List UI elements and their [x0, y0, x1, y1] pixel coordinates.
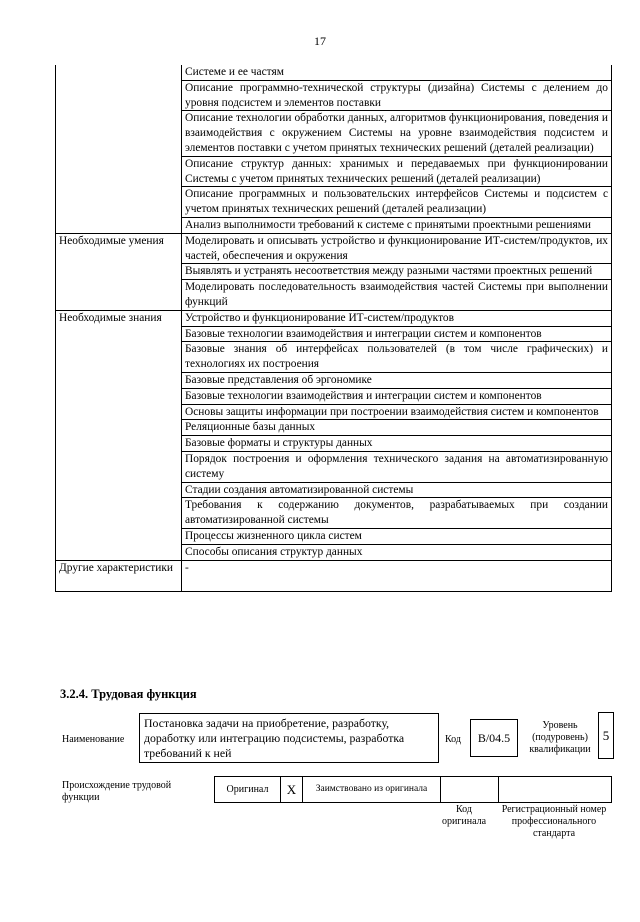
row-label-skills: Необходимые умения: [56, 233, 182, 310]
original-mark: X: [281, 777, 303, 803]
table-cell: Описание программных и пользовательских интерфейсов Системы и подсистем с учетом принятых технических решений (деталей реализации): [182, 187, 612, 218]
table-row: [56, 233, 612, 264]
function-name: Постановка задачи на приобретение, разработку, доработку или интеграцию подсистемы, разработка требований к ней: [144, 716, 405, 760]
table-cell: Основы защиты информации при построении взаимодействия систем и компонентов: [182, 404, 612, 420]
code-box: [470, 719, 518, 757]
page-number: 17: [314, 34, 326, 48]
table-cell: Реляционные базы данных: [182, 420, 612, 436]
table-cell: Системе и ее частям: [182, 65, 612, 80]
table-cell: Порядок построения и оформления технического задания на автоматизированную систему: [182, 451, 612, 482]
table-cell: Анализ выполнимости требований к системе с принятыми проектными решениями: [182, 217, 612, 233]
table-cell: Стадии создания автоматизированной системы: [182, 482, 612, 498]
table-cell: Базовые представления об эргономике: [182, 372, 612, 388]
row-label-knowledge: Необходимые знания: [56, 310, 182, 560]
function-name-box: [139, 713, 439, 763]
code-value: B/04.5: [477, 730, 511, 745]
origin-grid: [214, 776, 612, 803]
requirements-table: [55, 65, 612, 592]
table-cell: Базовые технологии взаимодействия и интеграции систем и компонентов: [182, 326, 612, 342]
row-label-other: Другие характеристики: [56, 560, 182, 591]
table-cell: Требования к содержанию документов, разрабатываемых при создании автоматизированной системы: [182, 498, 612, 529]
table-row: [56, 310, 612, 326]
table-cell: Выявлять и устранять несоответствия между разными частями проектных решений: [182, 264, 612, 280]
origin-label: Происхождение трудовой функции: [62, 780, 172, 803]
table-cell: Способы описания структур данных: [182, 544, 612, 560]
borrowed-label: Заимствовано из оригинала: [303, 777, 441, 803]
table-cell: Базовые форматы и структуры данных: [182, 436, 612, 452]
table-cell: Описание технологии обработки данных, алгоритмов функционирования, поведения и взаимодействия с окружением Системы на уровне взаимодействия подсистем и элементов поставки с учетом принятых технических решений (деталей реализации): [182, 111, 612, 156]
row-label: [56, 65, 182, 233]
table-cell: Моделировать последовательность взаимодействия частей Системы при выполнении функций: [182, 280, 612, 311]
table-row: [56, 560, 612, 591]
section-heading: 3.2.4. Трудовая функция: [60, 687, 197, 701]
table-cell: -: [182, 560, 612, 591]
table-cell: Устройство и функционирование ИТ-систем/продуктов: [182, 310, 612, 326]
level-value: 5: [602, 727, 610, 743]
level-label: Уровень (подуровень) квалификации: [529, 720, 591, 755]
name-label: Наименование: [62, 734, 125, 745]
level-box: [598, 712, 614, 759]
table-cell: Базовые знания об интерфейсах пользователей (в том числе графических) и технологиях их построения: [182, 342, 612, 373]
table-row: [56, 65, 612, 80]
table-cell: Описание программно-технической структуры (дизайна) Системы с делением до уровня подсистем и элементов поставки: [182, 80, 612, 111]
table-cell: Моделировать и описывать устройство и функционирование ИТ-систем/продуктов, их частей, обеспечения и окружения: [182, 233, 612, 264]
reg-number-label: Регистрационный номер профессионального стандарта: [501, 804, 607, 839]
code-original-label: Код оригинала: [441, 804, 487, 827]
code-label: Код: [445, 734, 461, 745]
reg-number-cell: [499, 777, 612, 803]
table-cell: Описание структур данных: хранимых и передаваемых при функционировании Системы с учетом принятых технических решений (деталей реализации): [182, 156, 612, 187]
table-cell: Базовые технологии взаимодействия и интеграции систем и компонентов: [182, 388, 612, 404]
table-cell: Процессы жизненного цикла систем: [182, 528, 612, 544]
table-row: [215, 777, 612, 803]
code-original-cell: [441, 777, 499, 803]
original-label: Оригинал: [215, 777, 281, 803]
